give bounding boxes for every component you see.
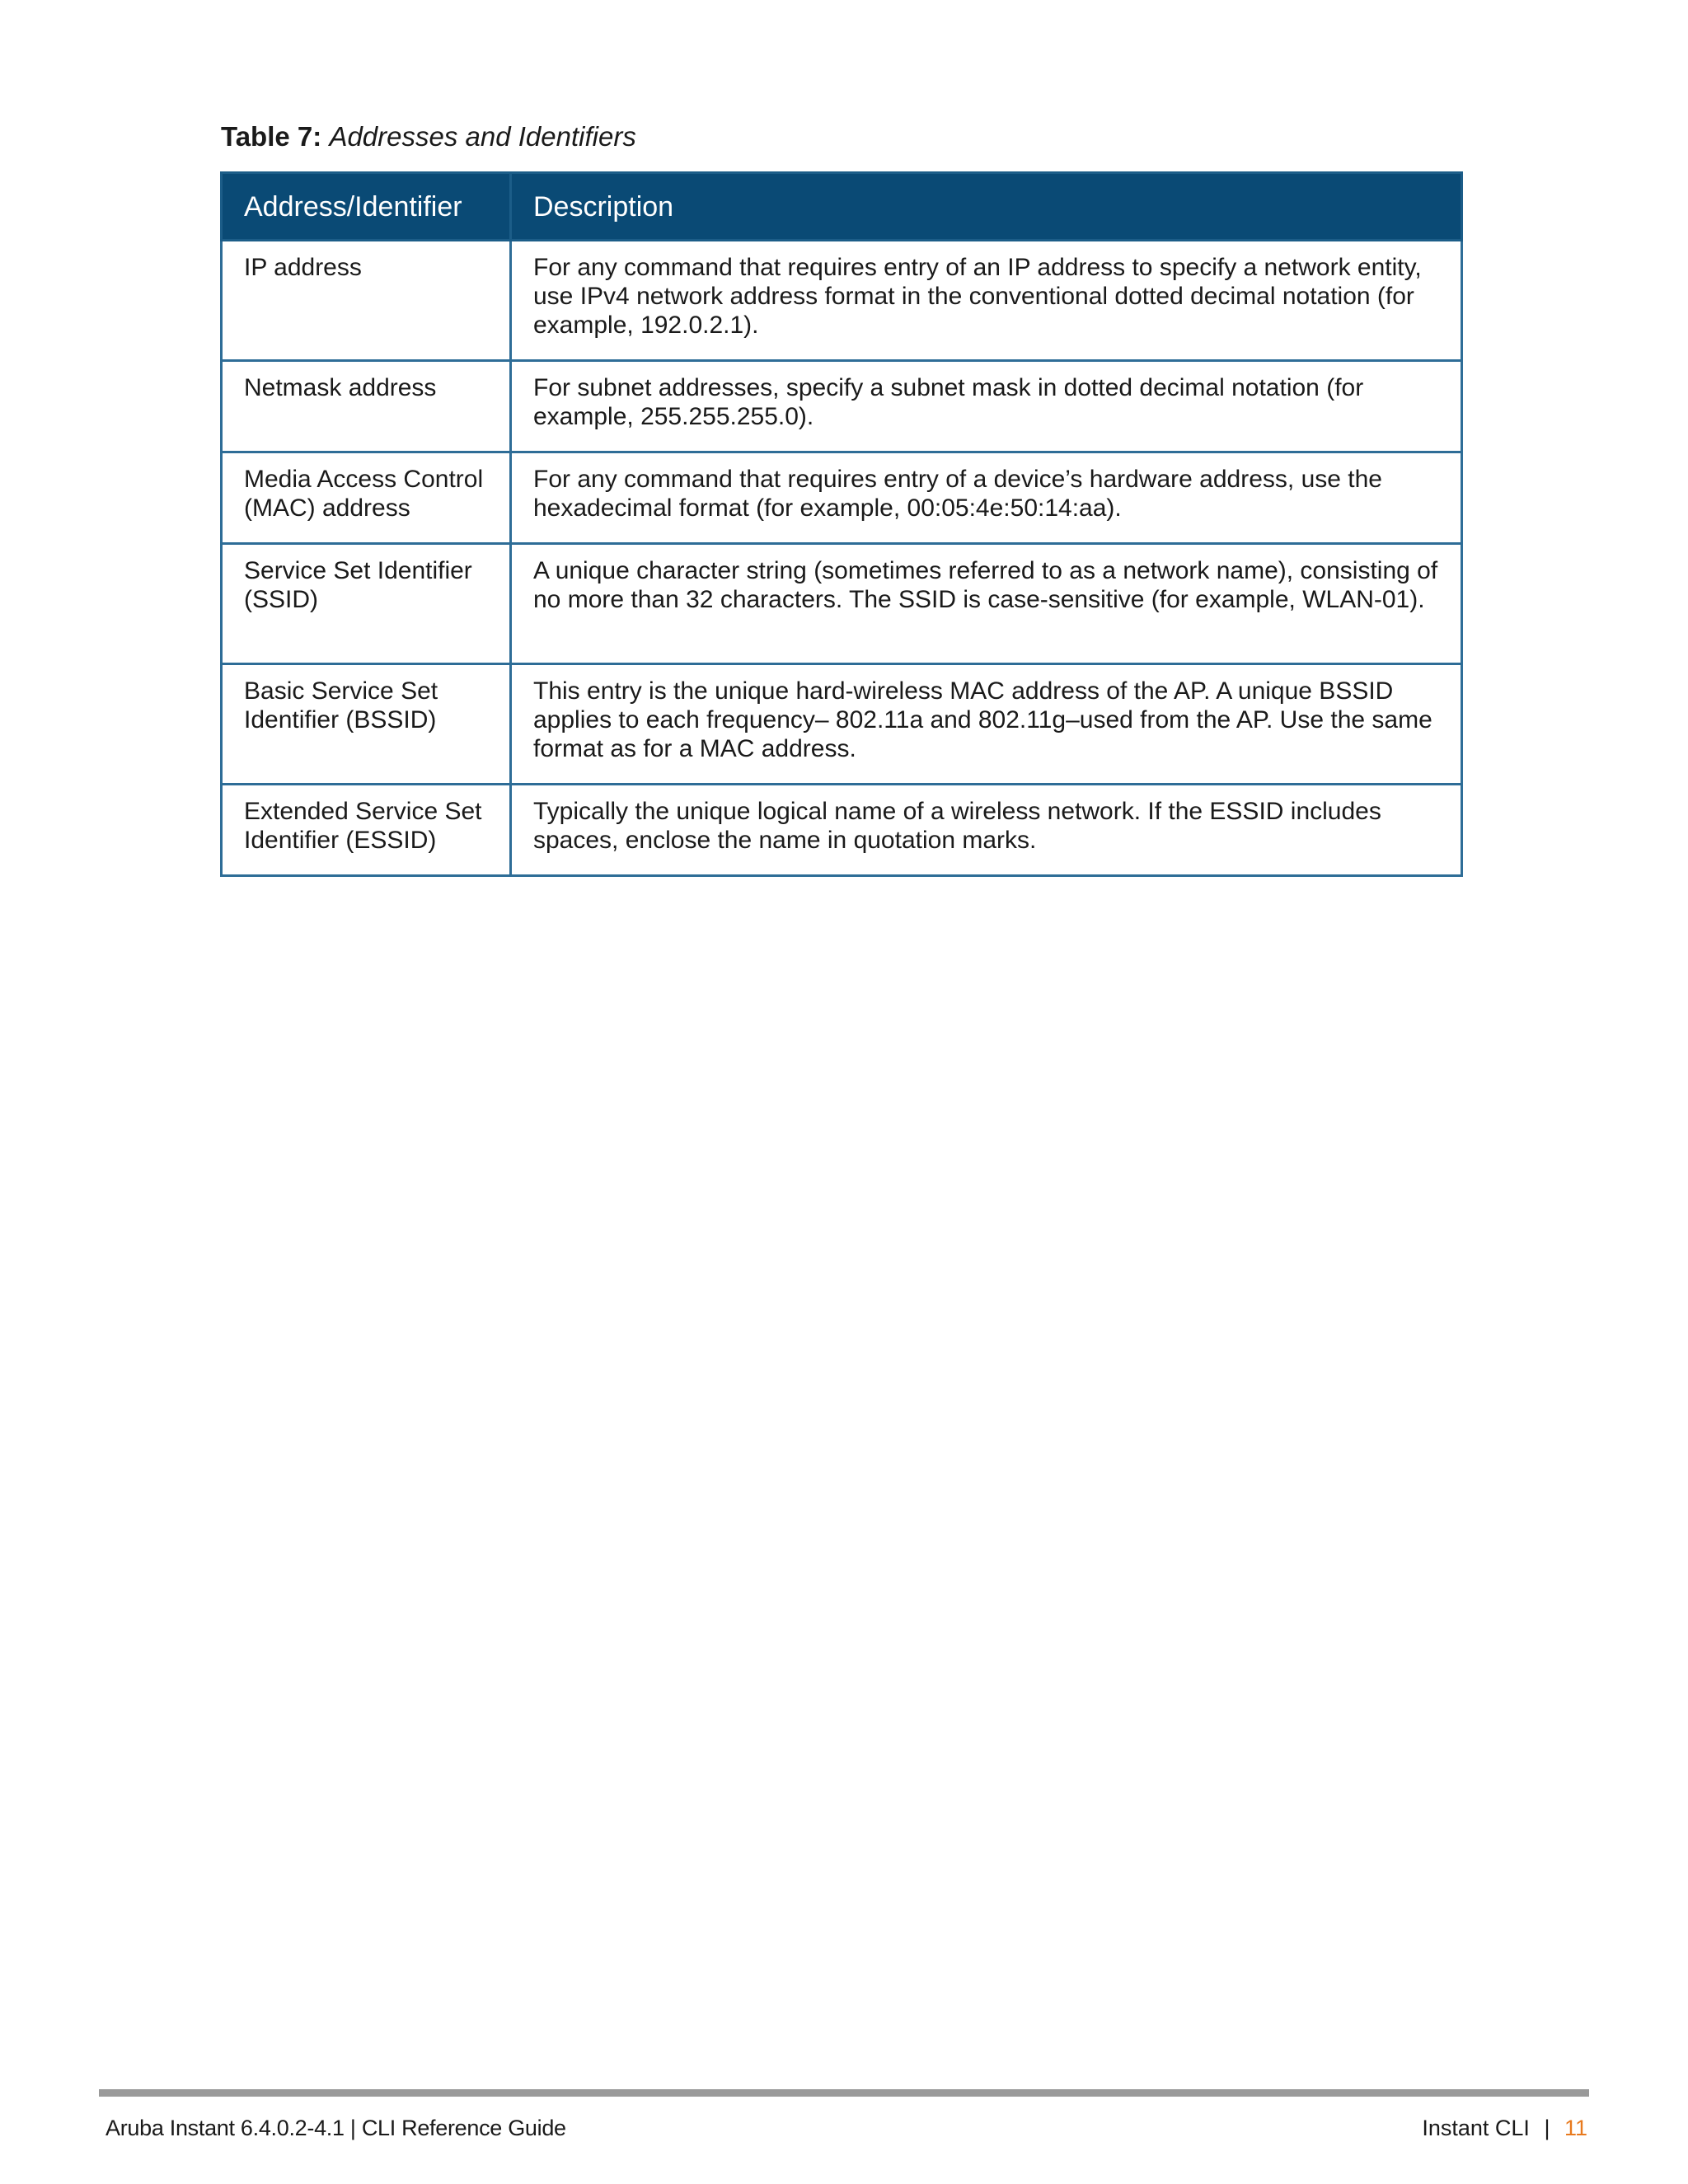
row-description: For any command that requires entry of an IP address to specify a network entity, use IPv4 network address format in the conventional dotted decimal notation (for example, 192.0.2.1). bbox=[511, 241, 1462, 361]
table-caption-label: Table 7: bbox=[221, 121, 322, 152]
footer-divider bbox=[99, 2089, 1589, 2097]
row-identifier: IP address bbox=[222, 241, 511, 361]
table-row bbox=[222, 664, 1462, 785]
table-caption-title: Addresses and Identifiers bbox=[329, 121, 636, 152]
table-row bbox=[222, 361, 1462, 452]
column-header-description: Description bbox=[511, 173, 1462, 241]
row-description: For any command that requires entry of a device’s hardware address, use the hexadecimal format (for example, 00:05:4e:50:14:aa). bbox=[511, 452, 1462, 544]
row-identifier: Service Set Identifier (SSID) bbox=[222, 544, 511, 664]
footer-page-info bbox=[1422, 2115, 1587, 2141]
addresses-table bbox=[220, 171, 1463, 877]
footer-section: Instant CLI bbox=[1422, 2116, 1530, 2140]
table-row bbox=[222, 544, 1462, 664]
row-description: A unique character string (sometimes referred to as a network name), consisting of no more than 32 characters. The SSID is case-sensitive (for example, WLAN-01). bbox=[511, 544, 1462, 664]
column-header-address: Address/Identifier bbox=[222, 173, 511, 241]
page-number: 11 bbox=[1564, 2116, 1587, 2140]
table-row bbox=[222, 241, 1462, 361]
table-row bbox=[222, 785, 1462, 876]
footer-doc-title: Aruba Instant 6.4.0.2-4.1 | CLI Reference Guide bbox=[106, 2116, 566, 2140]
table-caption bbox=[221, 120, 636, 153]
row-description: For subnet addresses, specify a subnet mask in dotted decimal notation (for example, 255.255.255.0). bbox=[511, 361, 1462, 452]
row-description: Typically the unique logical name of a wireless network. If the ESSID includes spaces, enclose the name in quotation marks. bbox=[511, 785, 1462, 876]
row-identifier: Media Access Control (MAC) address bbox=[222, 452, 511, 544]
row-description: This entry is the unique hard-wireless MAC address of the AP. A unique BSSID applies to each frequency– 802.11a and 802.11g–used from the AP. Use the same format as for a MAC address. bbox=[511, 664, 1462, 785]
table-header-row bbox=[222, 173, 1462, 241]
table-row bbox=[222, 452, 1462, 544]
row-identifier: Basic Service Set Identifier (BSSID) bbox=[222, 664, 511, 785]
row-identifier: Extended Service Set Identifier (ESSID) bbox=[222, 785, 511, 876]
row-identifier: Netmask address bbox=[222, 361, 511, 452]
footer-separator: | bbox=[1544, 2116, 1550, 2140]
